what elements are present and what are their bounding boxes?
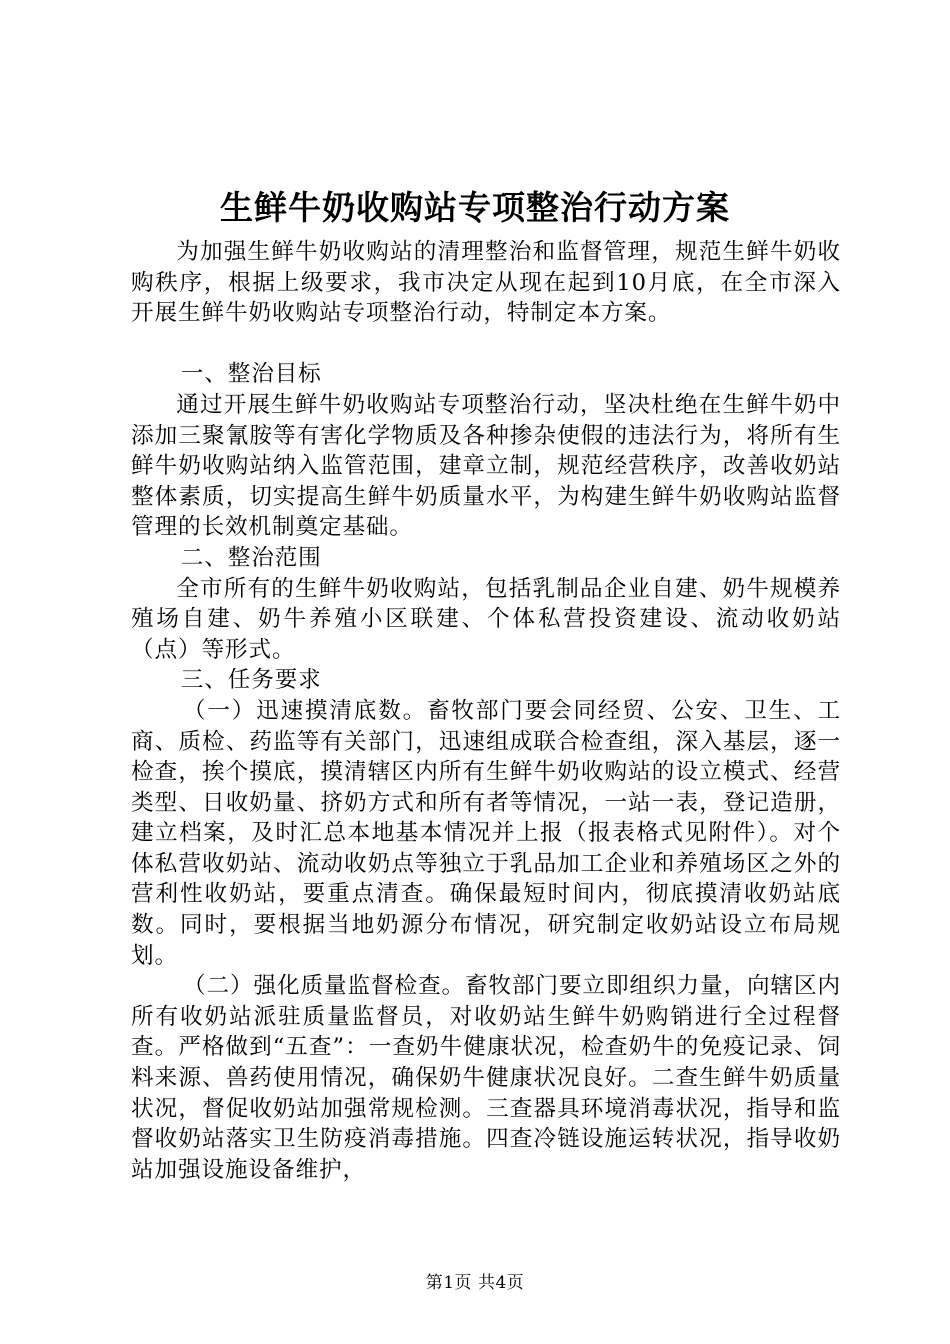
section-heading-scope: 二、整治范围 <box>180 544 322 571</box>
section-heading-goals: 一、整治目标 <box>180 361 322 388</box>
page-number-footer: 第1页 共4页 <box>425 1273 525 1293</box>
scope-paragraph: 全市所有的生鲜牛奶收购站，包括乳制品企业自建、奶牛规模养殖场自建、奶牛养殖小区联建、个体私营投资建设、流动收奶站（点）等形式。 <box>131 575 841 663</box>
document-body <box>131 237 841 1185</box>
task-item-1: （一）迅速摸清底数。畜牧部门要会同经贸、公安、卫生、工商、质检、药监等有关部门，迅速组成联合检查组，深入基层，逐一检查，挨个摸底，摸清辖区内所有生鲜牛奶收购站的设立模式、经营类型、日收奶量、挤奶方式和所有者等情况，一站一表，登记造册，建立档案，及时汇总本地基本情况并上报（报表格式见附件）。对个体私营收奶站、流动收奶点等独立于乳品加工企业和养殖场区之外的营利性收奶站，要重点清查。确保最短时间内，彻底摸清收奶站底数。同时，要根据当地奶源分布情况，研究制定收奶站设立布局规划。 <box>131 697 841 969</box>
intro-paragraph: 为加强生鲜牛奶收购站的清理整治和监督管理，规范生鲜牛奶收购秩序，根据上级要求，我市决定从现在起到10月底，在全市深入开展生鲜牛奶收购站专项整治行动，特制定本方案。 <box>131 239 841 327</box>
task-item-2: （二）强化质量监督检查。畜牧部门要立即组织力量，向辖区内所有收奶站派驻质量监督员，对收奶站生鲜牛奶购销进行全过程督查。严格做到“五查”：一查奶牛健康状况，检查奶牛的免疫记录、饲料来源、兽药使用情况，确保奶牛健康状况良好。二查生鲜牛奶质量状况，督促收奶站加强常规检测。三查器具环境消毒状况，指导和监督收奶站落实卫生防疫消毒措施。四查冷链设施运转状况，指导收奶站加强设施设备维护， <box>131 973 841 1183</box>
document-title: 生鲜牛奶收购站专项整治行动方案 <box>220 188 730 227</box>
goals-paragraph: 通过开展生鲜牛奶收购站专项整治行动，坚决杜绝在生鲜牛奶中添加三聚氰胺等有害化学物质及各种掺杂使假的违法行为，将所有生鲜牛奶收购站纳入监管范围，建章立制，规范经营秩序，改善收奶站整体素质，切实提高生鲜牛奶质量水平，为构建生鲜牛奶收购站监督管理的长效机制奠定基础。 <box>131 391 841 541</box>
section-heading-tasks: 三、任务要求 <box>180 667 322 694</box>
